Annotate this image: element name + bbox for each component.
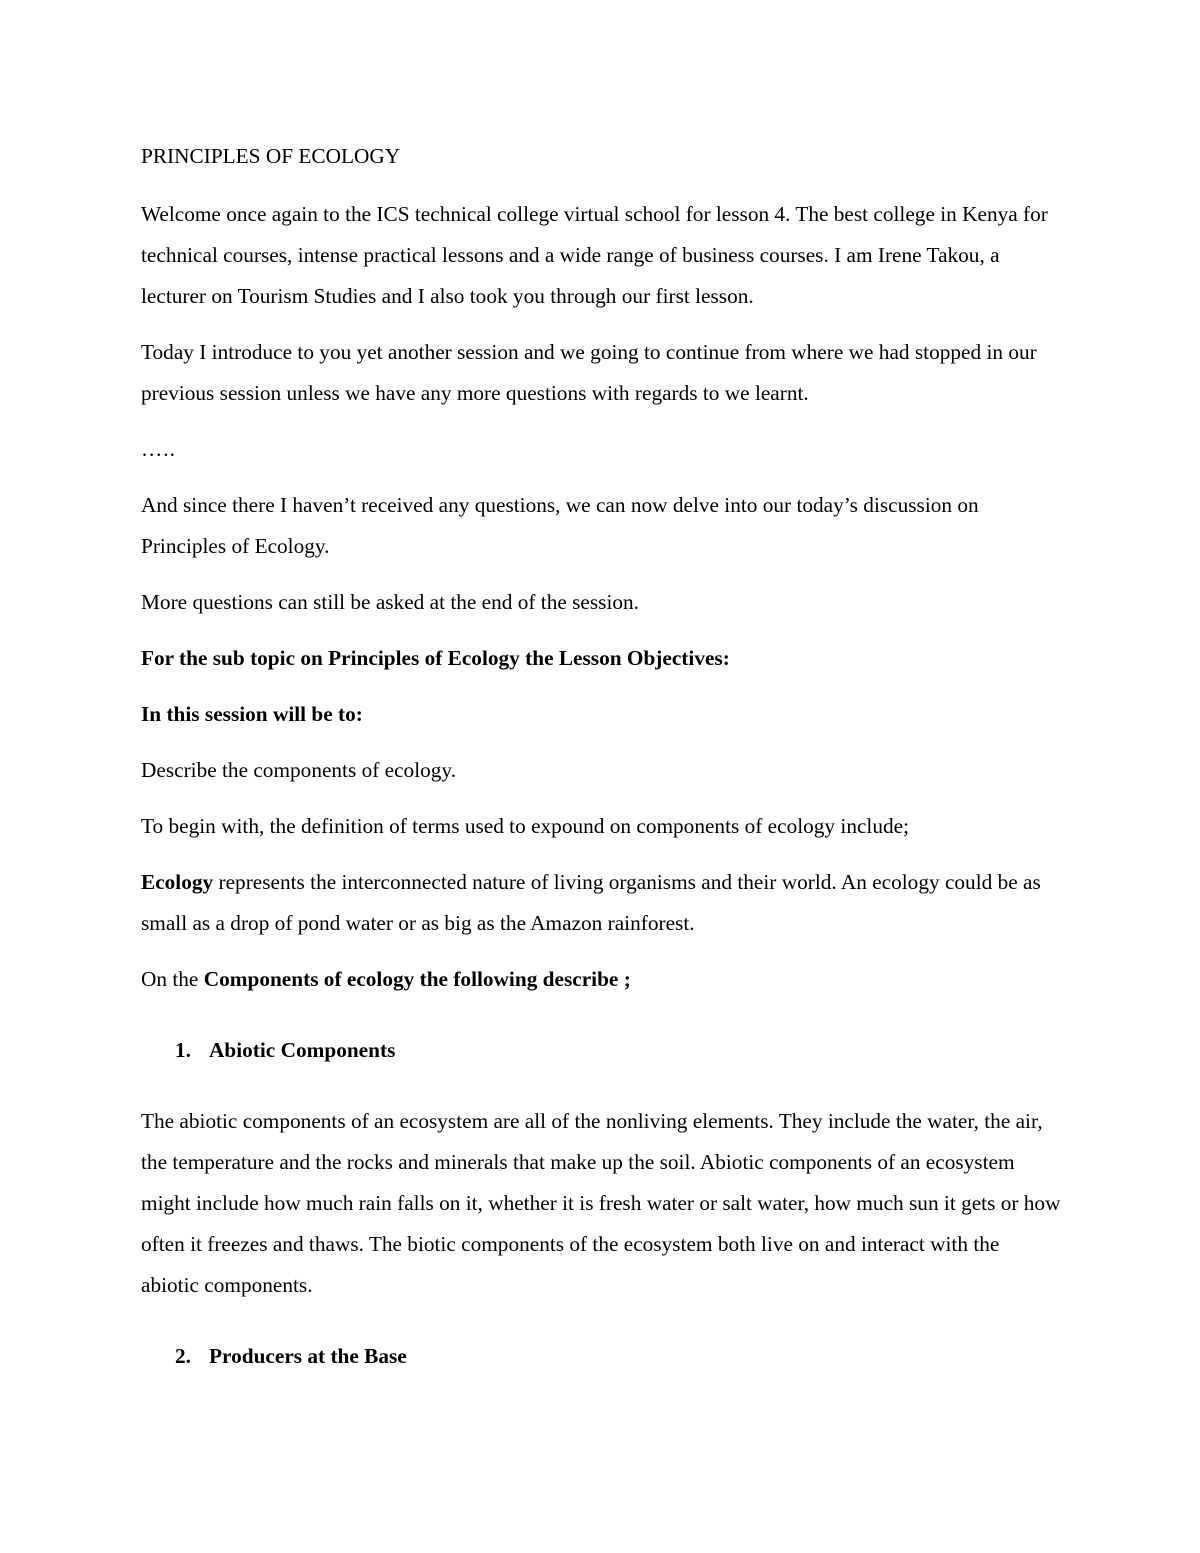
begin-paragraph: To begin with, the definition of terms used to expound on components of ecology include; [141, 814, 910, 838]
components-intro-paragraph [141, 959, 1061, 1000]
document-title: PRINCIPLES OF ECOLOGY [141, 144, 401, 168]
components-prefix: On the [141, 967, 204, 991]
more-questions-paragraph: More questions can still be asked at the end of the session. [141, 590, 640, 614]
today-paragraph: Today I introduce to you yet another session and we going to continue from where we had stopped in our previous session unless we have any more questions with regards to we learnt. [141, 340, 1037, 405]
list-item-heading [141, 1030, 1061, 1071]
ecology-term: Ecology [141, 870, 214, 894]
intro-paragraph: Welcome once again to the ICS technical college virtual school for lesson 4. The best college in Kenya for technical courses, intense practical lessons and a wide range of business courses. I am Irene Takou, a lecturer on Tourism Studies and I also took you through our first lesson. [141, 202, 1048, 308]
list-item-number: 1. [175, 1038, 191, 1062]
list-item-number: 2. [175, 1344, 191, 1368]
ellipsis-line: ….. [141, 437, 176, 461]
session-heading: In this session will be to: [141, 702, 363, 726]
list-item-title: Producers at the Base [209, 1344, 407, 1368]
document-body [141, 140, 1061, 1407]
list-item-title: Abiotic Components [209, 1038, 396, 1062]
abiotic-paragraph: The abiotic components of an ecosystem are all of the nonliving elements. They include the water, the air, the temperature and the rocks and minerals that make up the soil. Abiotic components of an ecosystem might include how much rain falls on it, whether it is fresh water or salt water, how much sun it gets or how often it freezes and thaws. The biotic components of the ecosystem both live on and interact with the abiotic components. [141, 1109, 1061, 1297]
components-bold-text: Components of ecology the following describe ; [203, 967, 631, 991]
ecology-definition-paragraph [141, 862, 1061, 944]
ecology-definition: represents the interconnected nature of living organisms and their world. An ecology could be as small as a drop of pond water or as big as the Amazon rainforest. [141, 870, 1041, 935]
objectives-heading: For the sub topic on Principles of Ecology the Lesson Objectives: [141, 646, 730, 670]
since-paragraph: And since there I haven’t received any questions, we can now delve into our today’s discussion on Principles of Ecology. [141, 493, 979, 558]
list-item-heading [141, 1336, 1061, 1377]
describe-paragraph: Describe the components of ecology. [141, 758, 457, 782]
